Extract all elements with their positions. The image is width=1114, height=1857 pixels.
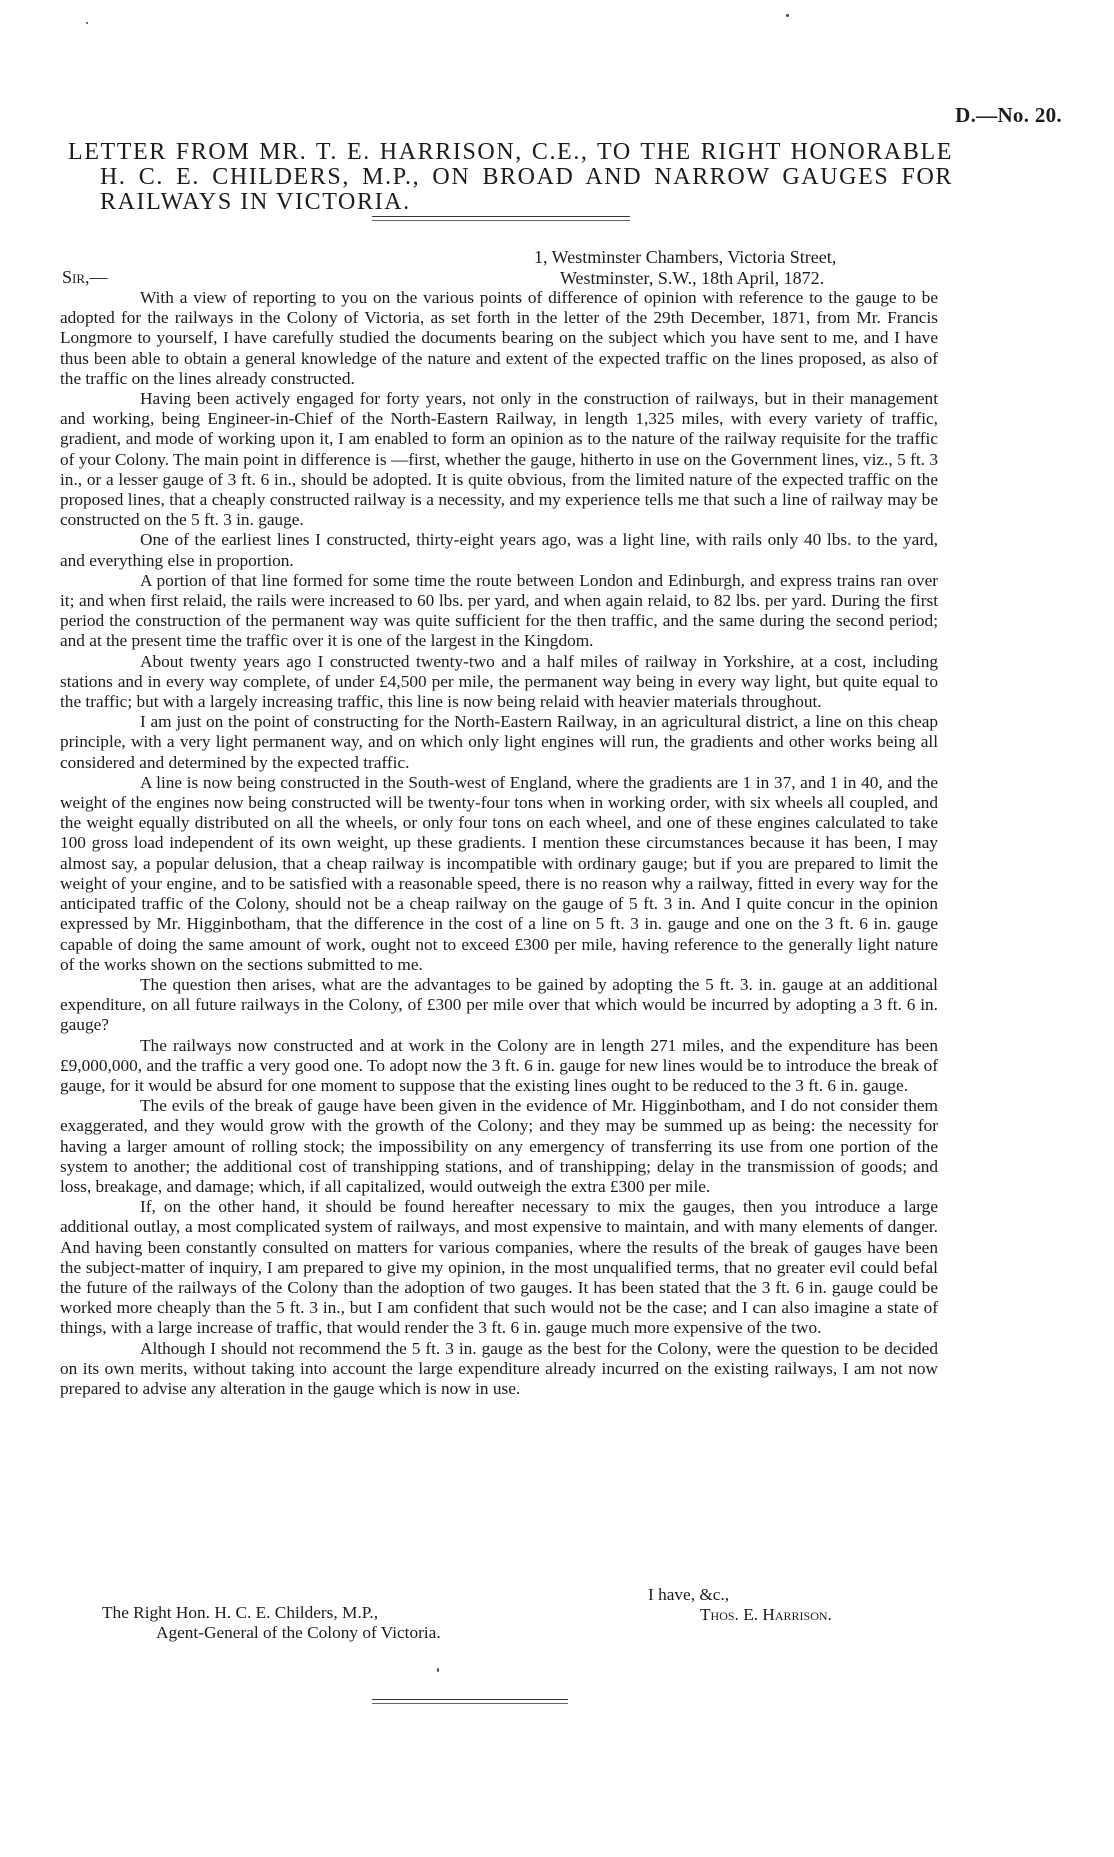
paragraph: Although I should not recommend the 5 ft. 3 in. gauge as the best for the Colony, were the question to be decided on its own merits, without taking into account the large expenditure already incurred on the existing railways, I am not now prepared to advise any alteration in the gauge which is now in use. (60, 1338, 938, 1398)
salutation: Sir,— (62, 267, 108, 287)
document-number: D.—No. 20. (955, 103, 1062, 127)
paragraph: The railways now constructed and at work in the Colony are in length 271 miles, and the expenditure has been £9,000,000, and the traffic a very good one. To adopt now the 3 ft. 6 in. gauge for new lines would be to introduce the break of gauge, for it would be absurd for one moment to suppose that the existing lines ought to be reduced to the 3 ft. 6 in. gauge. (60, 1035, 938, 1095)
title-divider-secondary (372, 220, 630, 221)
addressee-block (102, 1603, 441, 1643)
title-divider (372, 216, 630, 217)
paragraph: With a view of reporting to you on the various points of difference of opinion with reference to the gauge to be adopted for the railways in the Colony of Victoria, as set forth in the letter of the 29th December, 1871, from Mr. Francis Longmore to yourself, I have carefully studied the documents bearing on the subject which you have sent to me, and I have thus been able to obtain a general knowledge of the nature and extent of the expected traffic on the lines proposed, as also of the traffic on the lines already constructed. (60, 288, 938, 388)
address-date-line: Westminster, S.W., 18th April, 1872. (560, 268, 825, 288)
addressee-title: Agent-General of the Colony of Victoria. (156, 1623, 441, 1642)
signature: Thos. E. Harrison. (700, 1605, 832, 1624)
print-speck (86, 22, 88, 24)
paragraph: The evils of the break of gauge have been given in the evidence of Mr. Higginbotham, and I do not consider them exaggerated, and they would grow with the growth of the Colony; and they may be summed up as being: the necessity for having a larger amount of rolling stock; the impossibility on any emergency of transferring its use from one portion of the system to another; the additional cost of transhipping stations, and of transhipping; delay in the transmission of goods; and loss, breakage, and damage; which, if all capitalized, would outweigh the extra £300 per mile. (60, 1096, 938, 1196)
print-speck (786, 14, 789, 17)
paragraph: I am just on the point of constructing for the North-Eastern Railway, in an agricultural district, a line on this cheap principle, with a very light permanent way, and on which only light engines will run, the gradients and other works being all considered and determined by the expected traffic. (60, 712, 938, 772)
letter-body (60, 288, 938, 1399)
paragraph: Having been actively engaged for forty years, not only in the construction of railways, but in their management and working, being Engineer-in-Chief of the North-Eastern Railway, in length 1,325 miles, with every variety of traffic, gradient, and mode of working upon it, I am enabled to form an opinion as to the nature of the railway requisite for the traffic of your Colony. The main point in difference is —first, whether the gauge, hitherto in use on the Government lines, viz., 5 ft. 3 in., or a lesser gauge of 3 ft. 6 in., should be adopted. It is quite obvious, from the limited nature of the expected traffic on the proposed lines, that a cheaply constructed railway is a necessity, and my experience tells me that such a line of railway may be constructed on the 5 ft. 3 in. gauge. (60, 389, 938, 530)
addressee-name: The Right Hon. H. C. E. Childers, M.P., (102, 1603, 379, 1622)
paragraph: A portion of that line formed for some time the route between London and Edinburgh, and express trains ran over it; and when first relaid, the rails were increased to 60 lbs. per yard, and when again relaid, to 82 lbs. per yard. During the first period the construction of the permanent way was quite sufficient for the then traffic, and the same during the second period; and at the present time the traffic over it is one of the largest in the Kingdom. (60, 570, 938, 651)
document-title: LETTER FROM MR. T. E. HARRISON, C.E., TO THE RIGHT HONORABLE H. C. E. CHILDERS, M.P., ON BROAD AND NARROW GAUGES FOR RAILWAYS IN VICTORIA. (68, 139, 953, 215)
end-divider (372, 1699, 568, 1700)
end-divider-secondary (372, 1703, 568, 1704)
closing-phrase: I have, &c., (648, 1585, 730, 1604)
paragraph: About twenty years ago I constructed twenty-two and a half miles of railway in Yorkshire, at a cost, including stations and in every way complete, of under £4,500 per mile, the permanent way being in every way light, but quite equal to the traffic; but with a largely increasing traffic, this line is now being relaid with heavier materials throughout. (60, 651, 938, 712)
paragraph: A line is now being constructed in the South-west of England, where the gradients are 1 in 37, and 1 in 40, and the weight of the engines now being constructed will be twenty-four tons when in working order, with six wheels all coupled, and the weight equally distributed on all the wheels, or only four tons on each wheel, and one of these engines calculated to take 100 gross load independent of its own weight, up these gradients. I mention these circumstances because it has been, I may almost say, a popular delusion, that a cheap railway is incompatible with ordinary gauge; but if you are prepared to limit the weight of your engine, and to be satisfied with a reasonable speed, there is no reason why a railway, fitted in every way for the anticipated traffic of the Colony, should not be a cheap railway on the gauge of 5 ft. 3 in. And I quite concur in the opinion expressed by Mr. Higginbotham, that the difference in the cost of a line on 5 ft. 3 in. gauge and one on the 3 ft. 6 in. gauge capable of doing the same amount of work, ought not to exceed £300 per mile, having reference to the generally light nature of the works shown on the sections submitted to me. (60, 772, 938, 974)
paragraph: One of the earliest lines I constructed, thirty-eight years ago, was a light line, with rails only 40 lbs. to the yard, and everything else in proportion. (60, 530, 938, 570)
sender-address (534, 247, 836, 289)
paragraph: The question then arises, what are the advantages to be gained by adopting the 5 ft. 3. in. gauge at an additional expenditure, on all future railways in the Colony, of £300 per mile over that which would be incurred by adopting a 3 ft. 6 in. gauge? (60, 974, 938, 1035)
paragraph: If, on the other hand, it should be found hereafter necessary to mix the gauges, then you introduce a large additional outlay, a most complicated system of railways, and most expensive to maintain, and with many elements of danger. And having been constantly consulted on matters for various companies, where the results of the break of gauges have been the subject-matter of inquiry, I am prepared to give my opinion, in the most unqualified terms, that no greater evil could befal the future of the railways of the Colony than the adoption of two gauges. It has been stated that the 3 ft. 6 in. gauge could be worked more cheaply than the 5 ft. 3 in., but I am confident that such would not be the case; and I can also imagine a state of things, with a large increase of traffic, that would render the 3 ft. 6 in. gauge much more expensive of the two. (60, 1197, 938, 1338)
letter-closing (648, 1585, 832, 1625)
address-line: 1, Westminster Chambers, Victoria Street, (534, 247, 837, 267)
print-speck (437, 1668, 439, 1672)
